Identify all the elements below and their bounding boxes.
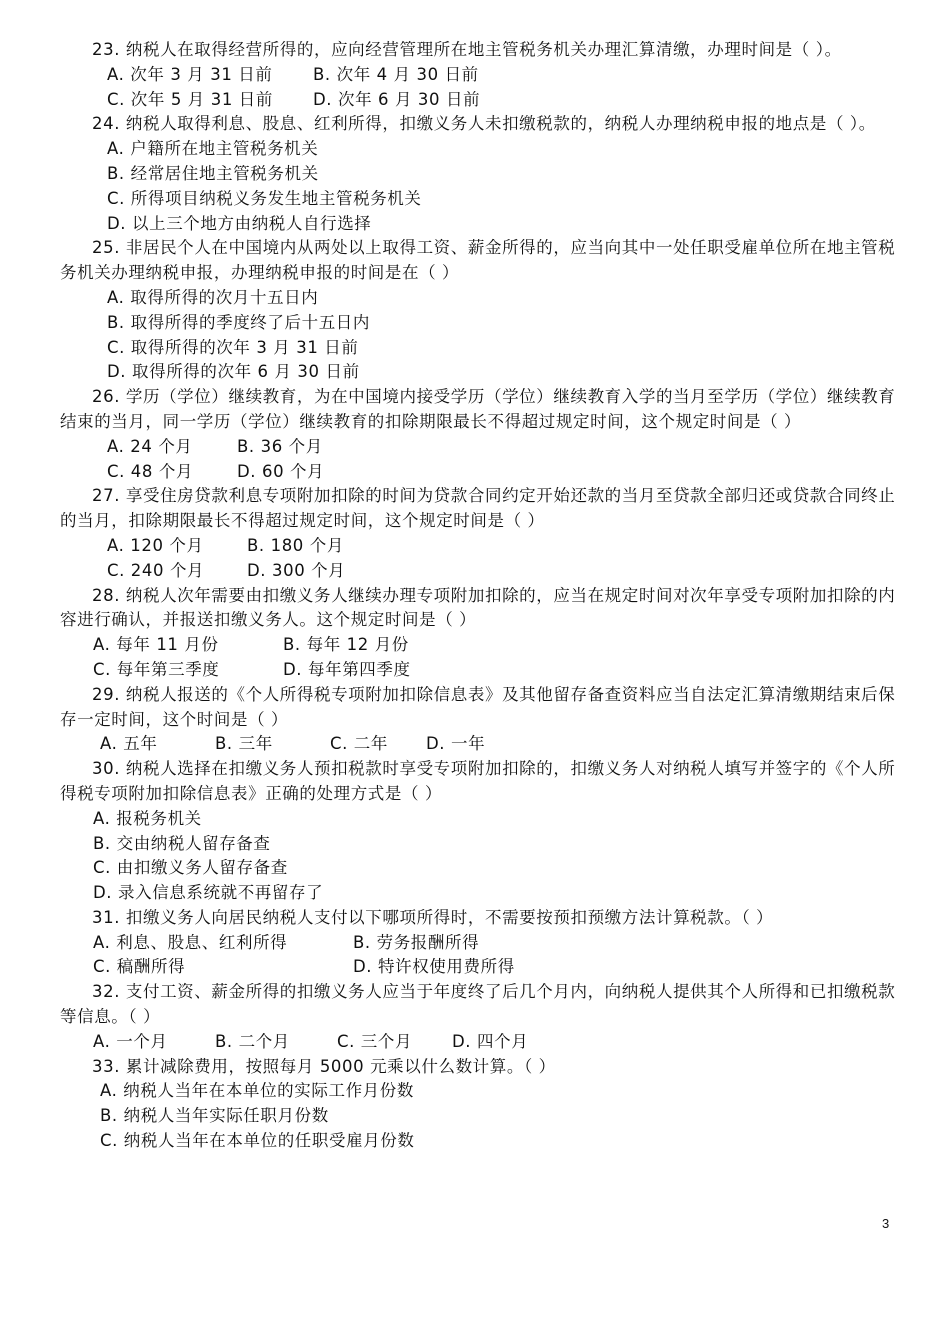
question-26 (60, 385, 900, 484)
option: C. 次年 5 月 31 日前 (107, 89, 273, 109)
page-number: 3 (882, 1216, 890, 1231)
option: A. 取得所得的次月十五日内 (107, 287, 319, 307)
option: B. 二个月 (215, 1031, 290, 1051)
option: B. 取得所得的季度终了后十五日内 (107, 312, 371, 332)
question-stem: 23. 纳税人在取得经营所得的，应向经营管理所在地主管税务机关办理汇算清缴，办理时间是（ ）。 (92, 40, 842, 59)
question-31 (60, 906, 900, 980)
option: A. 24 个月 (107, 436, 193, 456)
option: A. 五年 (100, 734, 158, 754)
option: D. 60 个月 (237, 461, 325, 481)
option: A. 次年 3 月 31 日前 (107, 64, 273, 84)
option: B. 36 个月 (237, 436, 323, 456)
question-stem: 33. 累计减除费用，按照每月 5000 元乘以什么数计算。（ ） (92, 1056, 556, 1076)
option: B. 经常居住地主管税务机关 (107, 163, 319, 183)
question-24 (60, 112, 900, 236)
question-25 (60, 236, 900, 385)
option: A. 户籍所在地主管税务机关 (107, 139, 319, 159)
option: D. 300 个月 (247, 560, 346, 580)
question-stem: 30. 纳税人选择在扣缴义务人预扣税款时享受专项附加扣除的，扣缴义务人对纳税人填写并签字的《个人所得税专项附加扣除信息表》正确的处理方式是（ ） (60, 759, 896, 803)
option: C. 每年第三季度 (93, 659, 220, 679)
question-stem: 27. 享受住房贷款利息专项附加扣除的时间为贷款合同约定开始还款的当月至贷款全部归还或贷款合同终止的当月，扣除期限最长不得超过规定时间，这个规定时间是（ ） (60, 486, 896, 531)
option: A. 报税务机关 (93, 808, 202, 828)
question-23 (60, 38, 900, 112)
option: D. 每年第四季度 (283, 659, 411, 679)
option: C. 由扣缴义务人留存备查 (93, 858, 288, 878)
option: A. 每年 11 月份 (93, 635, 219, 655)
option: C. 所得项目纳税义务发生地主管税务机关 (107, 188, 422, 208)
option: C. 取得所得的次年 3 月 31 日前 (107, 337, 359, 357)
option: C. 240 个月 (107, 560, 205, 580)
option: D. 四个月 (452, 1031, 529, 1051)
option: B. 交由纳税人留存备查 (93, 833, 271, 853)
option: C. 纳税人当年在本单位的任职受雇月份数 (100, 1131, 415, 1151)
option: B. 纳税人当年实际任职月份数 (100, 1106, 329, 1126)
question-30 (60, 757, 900, 906)
option: B. 180 个月 (247, 535, 344, 555)
question-28 (60, 584, 900, 683)
option: B. 次年 4 月 30 日前 (313, 64, 479, 84)
question-stem: 31. 扣缴义务人向居民纳税人支付以下哪项所得时，不需要按预扣预缴方法计算税款。（ ） (92, 907, 774, 927)
option: D. 以上三个地方由纳税人自行选择 (107, 213, 372, 233)
option: C. 二年 (330, 734, 389, 754)
question-stem: 26. 学历（学位）继续教育，为在中国境内接受学历（学位）继续教育入学的当月至学历（学位）继续教育结束的当月，同一学历（学位）继续教育的扣除期限最长不得超过规定时间，这个规定时间是（ ） (60, 387, 896, 431)
option: D. 特许权使用费所得 (353, 957, 515, 977)
question-stem: 29. 纳税人报送的《个人所得税专项附加扣除信息表》及其他留存备查资料应当自法定汇算清缴期结束后保存一定时间，这个时间是（ ） (60, 684, 896, 729)
question-stem: 25. 非居民个人在中国境内从两处以上取得工资、薪金所得的，应当向其中一处任职受雇单位所在地主管税务机关办理纳税申报，办理纳税申报的时间是在（ ） (60, 238, 896, 283)
option: C. 三个月 (337, 1031, 413, 1051)
question-32 (60, 980, 900, 1054)
option: B. 每年 12 月份 (283, 635, 409, 655)
option: A. 一个月 (93, 1031, 168, 1051)
option: C. 48 个月 (107, 461, 194, 481)
option: D. 次年 6 月 30 日前 (313, 89, 481, 109)
question-stem: 24. 纳税人取得利息、股息、红利所得，扣缴义务人未扣缴税款的，纳税人办理纳税申报的地点是（ ）。 (92, 114, 876, 134)
question-stem: 32. 支付工资、薪金所得的扣缴义务人应当于年度终了后几个月内，向纳税人提供其个人所得和已扣缴税款等信息。（ ） (60, 982, 896, 1027)
option: D. 录入信息系统就不再留存了 (93, 883, 324, 903)
option: D. 一年 (426, 734, 486, 754)
document-body (60, 38, 900, 1154)
question-27 (60, 484, 900, 583)
option: B. 三年 (215, 734, 273, 754)
option: C. 稿酬所得 (93, 957, 186, 977)
option: A. 纳税人当年在本单位的实际工作月份数 (100, 1081, 414, 1101)
question-stem: 28. 纳税人次年需要由扣缴义务人继续办理专项附加扣除的，应当在规定时间对次年享受专项附加扣除的内容进行确认，并报送扣缴义务人。这个规定时间是（ ） (60, 585, 896, 630)
question-33 (60, 1055, 900, 1154)
option: A. 120 个月 (107, 535, 204, 555)
question-29 (60, 683, 900, 757)
option: B. 劳务报酬所得 (353, 932, 480, 952)
option: D. 取得所得的次年 6 月 30 日前 (107, 362, 360, 382)
option: A. 利息、股息、红利所得 (93, 932, 288, 952)
